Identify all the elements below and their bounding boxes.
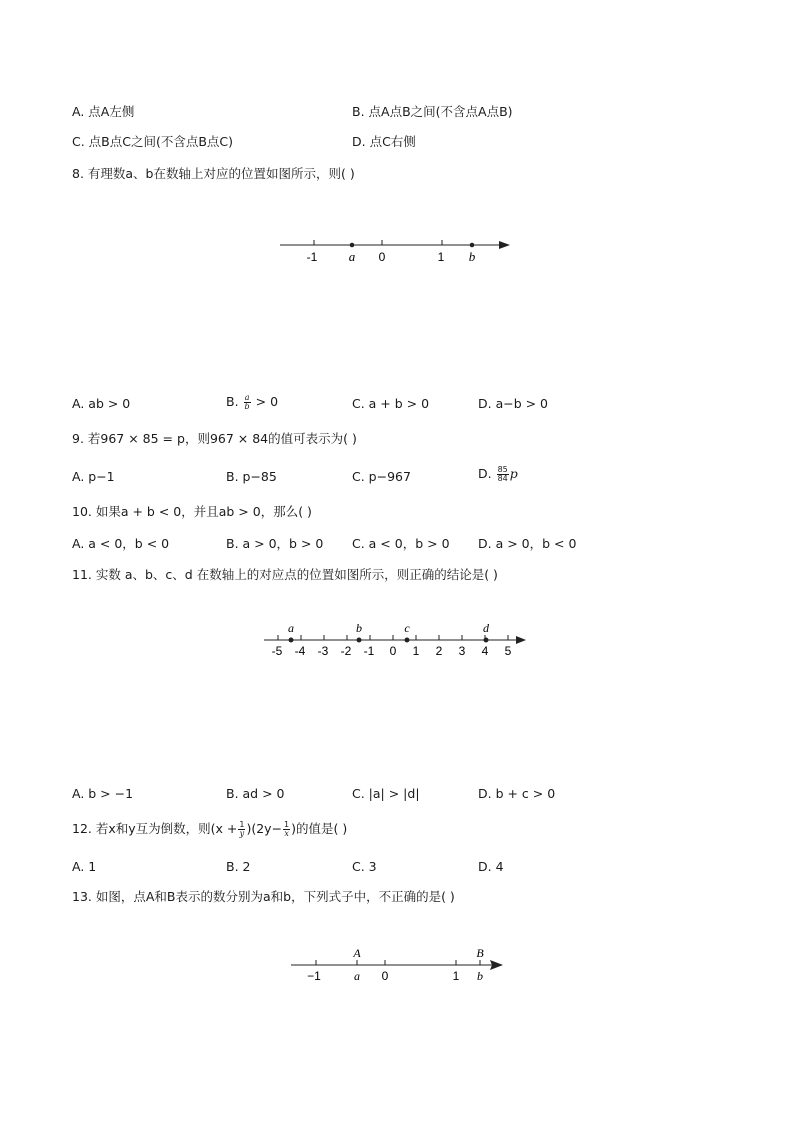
q8-option-b (226, 393, 278, 411)
q8-option-a: A. ab > 0 (72, 396, 131, 411)
q13-value-b: b (477, 969, 483, 983)
q9-stem: 9. 若967 × 85 = p，则967 × 84的值可表示为( ) (72, 431, 357, 446)
q11-tick-1: 1 (412, 644, 420, 658)
q13-tick-0: 0 (381, 969, 389, 983)
q11-point-a: a (288, 621, 294, 635)
q12-stem-mid: )(2y− (246, 821, 283, 836)
q12-stem-prefix: 12. 若x和y互为倒数，则(x + (72, 821, 238, 836)
q9-d-denominator: 84 (497, 474, 508, 483)
q8-option-c: C. a + b > 0 (352, 396, 430, 411)
q11-point-c: c (404, 621, 410, 635)
q13-number-line (285, 944, 515, 986)
q11-tick-neg4: -4 (294, 644, 306, 658)
q11-tick-5: 5 (504, 644, 512, 658)
q7-option-b: B. 点A点B之间(不含点A点B) (352, 104, 513, 119)
q12-option-d: D. 4 (478, 859, 504, 874)
q9-option-d-fraction (497, 466, 509, 483)
q8-stem: 8. 有理数a、b在数轴上对应的位置如图所示，则( ) (72, 166, 355, 181)
q11-tick-4: 4 (481, 644, 489, 658)
q11-point-d: d (483, 621, 489, 635)
q13-point-A: A (353, 946, 361, 960)
q11-point-b: b (356, 621, 362, 635)
q8-option-b-fraction (244, 394, 251, 411)
q7-option-d: D. 点C右侧 (352, 134, 416, 149)
q9-option-a: A. p−1 (72, 469, 115, 484)
q12-stem-suffix: )的值是( ) (291, 821, 348, 836)
q9-option-c: C. p−967 (352, 469, 411, 484)
q8-option-b-suffix: > 0 (255, 394, 279, 409)
q11-tick-3: 3 (458, 644, 466, 658)
q11-option-d: D. b + c > 0 (478, 786, 556, 801)
q8-option-d: D. a−b > 0 (478, 396, 549, 411)
q11-tick-neg1: -1 (363, 644, 375, 658)
q12-option-c: C. 3 (352, 859, 377, 874)
q11-tick-neg3: -3 (317, 644, 329, 658)
q8-tick-1: 1 (437, 250, 445, 264)
q8-point-a: a (348, 249, 356, 264)
q12-f2-denominator: x (284, 829, 289, 838)
q8-b-numerator: a (244, 393, 250, 402)
q13-point-B: B (476, 946, 484, 960)
q8-tick-0: 0 (378, 250, 386, 264)
q9-option-d (478, 465, 518, 483)
q8-number-line (270, 228, 520, 268)
q9-d-numerator: 85 (497, 465, 508, 474)
q9-option-d-prefix: D. (478, 466, 492, 481)
q13-stem: 13. 如图，点A和B表示的数分别为a和b，下列式子中，不正确的是( ) (72, 889, 455, 904)
q11-stem: 11. 实数 a、b、c、d 在数轴上的对应点的位置如图所示，则正确的结论是( ) (72, 567, 498, 582)
q8-option-b-prefix: B. (226, 394, 239, 409)
q11-option-a: A. b > −1 (72, 786, 134, 801)
q12-f2-numerator: 1 (284, 820, 290, 829)
q12-stem (72, 820, 347, 838)
q13-tick-neg1: −1 (307, 969, 321, 983)
q11-option-b: B. ad > 0 (226, 786, 285, 801)
q12-f1-numerator: 1 (239, 820, 245, 829)
q10-option-d: D. a > 0，b < 0 (478, 536, 577, 551)
q10-option-c: C. a < 0，b > 0 (352, 536, 450, 551)
q10-option-a: A. a < 0，b < 0 (72, 536, 170, 551)
q9-option-b: B. p−85 (226, 469, 277, 484)
q11-option-c: C. |a| > |d| (352, 786, 420, 801)
q8-point-b: b (468, 249, 476, 264)
q12-fraction-1-over-x (283, 821, 290, 838)
q11-tick-0: 0 (389, 644, 397, 658)
q10-stem: 10. 如果a + b < 0，并且ab > 0，那么( ) (72, 504, 312, 519)
q7-option-c: C. 点B点C之间(不含点B点C) (72, 134, 234, 149)
q11-tick-neg2: -2 (340, 644, 352, 658)
q7-option-a: A. 点A左侧 (72, 104, 135, 119)
q11-tick-2: 2 (435, 644, 443, 658)
q13-value-a: a (354, 969, 360, 983)
q11-number-line (258, 618, 538, 663)
q11-tick-neg5: -5 (271, 644, 283, 658)
q8-tick-neg1: -1 (306, 250, 318, 264)
q12-option-a: A. 1 (72, 859, 97, 874)
q12-f1-denominator: y (239, 829, 245, 838)
q10-option-b: B. a > 0，b > 0 (226, 536, 324, 551)
q13-tick-1: 1 (452, 969, 460, 983)
q9-option-d-suffix: p (509, 466, 518, 481)
q12-fraction-1-over-y (238, 821, 245, 838)
q8-b-denominator: b (244, 402, 250, 411)
q12-option-b: B. 2 (226, 859, 251, 874)
